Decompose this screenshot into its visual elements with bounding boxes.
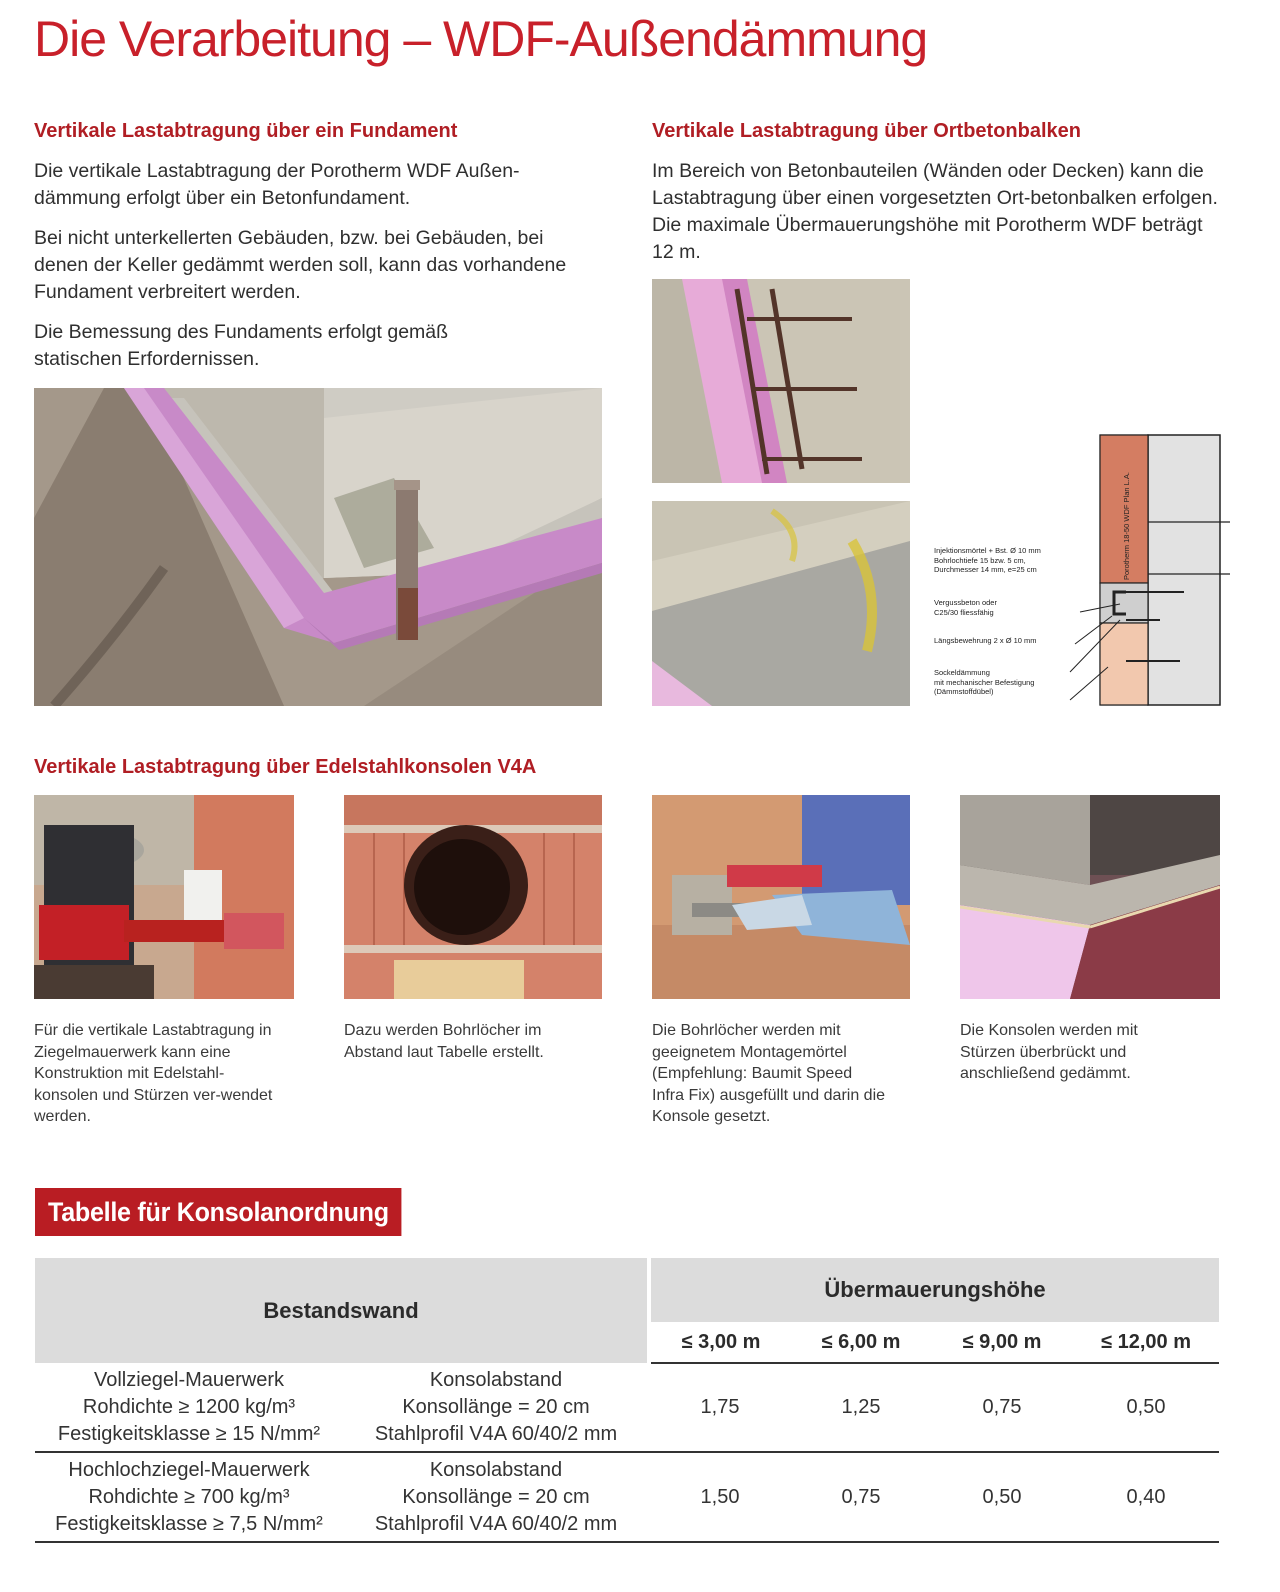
value-cell: 0,75 xyxy=(931,1363,1073,1452)
caption-lintel: Die Konsolen werden mit Stürzen überbrückt und anschließend gedämmt. xyxy=(960,1022,1138,1082)
table-header-row xyxy=(35,1258,1219,1322)
console-table xyxy=(35,1258,1219,1543)
wall-cell: Hochlochziegel-Mauerwerk Rohdichte ≥ 700 kg/m³ Festigkeitsklasse ≥ 7,5 N/mm² xyxy=(35,1452,343,1542)
caption-borehole: Dazu werden Bohrlöcher im Abstand laut Tabelle erstellt. xyxy=(344,1022,544,1061)
lintel-photo xyxy=(960,795,1220,999)
ortbeton-detail-diagram xyxy=(930,432,1230,710)
wall-cell: Vollziegel-Mauerwerk Rohdichte ≥ 1200 kg/m³ Festigkeitsklasse ≥ 15 N/mm² xyxy=(35,1363,343,1452)
value-cell: 1,75 xyxy=(649,1363,791,1452)
drilling-photo xyxy=(34,795,294,999)
brick-label: Porotherm 18-50 WDF Plan L.A. xyxy=(1122,472,1131,580)
section-heading-konsolen: Vertikale Lastabtragung über Edelstahlkonsolen V4A xyxy=(34,756,537,778)
ortbeton-text xyxy=(652,158,1232,279)
concrete-beam-photo xyxy=(652,501,910,706)
diagram-label-vergussbeton: Vergussbeton oder C25/30 fliessfähig xyxy=(934,598,997,617)
paragraph: Bei nicht unterkellerten Gebäuden, bzw. bei Gebäuden, bei denen der Keller gedämmt werden soll, kann das vorhandene Fundament verbreitert werden. xyxy=(34,227,567,303)
value-cell: 0,40 xyxy=(1073,1452,1219,1542)
header-uebermauerungshoehe: Übermauerungshöhe xyxy=(649,1258,1219,1322)
caption-drilling: Für die vertikale Lastabtragung in Ziegelmauerwerk kann eine Konstruktion mit Edelstahl-konsolen und Stürzen ver-wendet werden. xyxy=(34,1022,273,1125)
header-height: ≤ 3,00 m xyxy=(649,1322,791,1363)
header-height: ≤ 9,00 m xyxy=(931,1322,1073,1363)
diagram-label-laengsbewehrung: Längsbewehrung 2 x Ø 10 mm xyxy=(934,636,1037,645)
value-cell: 1,50 xyxy=(649,1452,791,1542)
borehole-photo xyxy=(344,795,602,999)
diagram-label-injektion: Injektionsmörtel + Bst. Ø 10 mm Bohrlochtiefe 15 bzw. 5 cm, Durchmesser 14 mm, e=25 cm xyxy=(934,546,1041,574)
diagram-label-sockeldaemmung: Sockeldämmung mit mechanischer Befestigung (Dämmstoffdübel) xyxy=(934,668,1035,696)
paragraph: Im Bereich von Betonbauteilen (Wänden oder Decken) kann die Lastabtragung über einen vorgesetzten Ort-betonbalken erfolgen. Die maximale Übermauerungshöhe mit Porotherm WDF beträgt 12 m. xyxy=(652,160,1218,263)
caption-mortar: Die Bohrlöcher werden mit geeignetem Montagemörtel (Empfehlung: Baumit Speed Infra Fix) ausgefüllt und darin die Konsole gesetzt. xyxy=(652,1022,886,1125)
spec-cell: Konsolabstand Konsollänge = 20 cm Stahlprofil V4A 60/40/2 mm xyxy=(343,1363,649,1452)
mortar-photo xyxy=(652,795,910,999)
table-heading: Tabelle für Konsolanordnung xyxy=(35,1188,402,1236)
paragraph: Die vertikale Lastabtragung der Porotherm WDF Außen-dämmung erfolgt über ein Betonfundament. xyxy=(34,160,520,209)
table-row xyxy=(35,1363,1219,1452)
value-cell: 1,25 xyxy=(791,1363,931,1452)
section-heading-ortbeton: Vertikale Lastabtragung über Ortbetonbalken xyxy=(652,120,1081,142)
page-title: Die Verarbeitung – WDF-Außendämmung xyxy=(34,11,928,67)
foundation-photo xyxy=(34,388,602,706)
table-row xyxy=(35,1452,1219,1542)
rebar-photo xyxy=(652,279,910,483)
header-height: ≤ 6,00 m xyxy=(791,1322,931,1363)
paragraph: Die Bemessung des Fundaments erfolgt gemäß statischen Erfordernissen. xyxy=(34,321,449,370)
section-heading-fundament: Vertikale Lastabtragung über ein Fundament xyxy=(34,120,458,142)
value-cell: 0,50 xyxy=(1073,1363,1219,1452)
fundament-text xyxy=(34,158,604,386)
spec-cell: Konsolabstand Konsollänge = 20 cm Stahlprofil V4A 60/40/2 mm xyxy=(343,1452,649,1542)
header-height: ≤ 12,00 m xyxy=(1073,1322,1219,1363)
value-cell: 0,75 xyxy=(791,1452,931,1542)
value-cell: 0,50 xyxy=(931,1452,1073,1542)
header-bestandswand: Bestandswand xyxy=(35,1258,649,1363)
